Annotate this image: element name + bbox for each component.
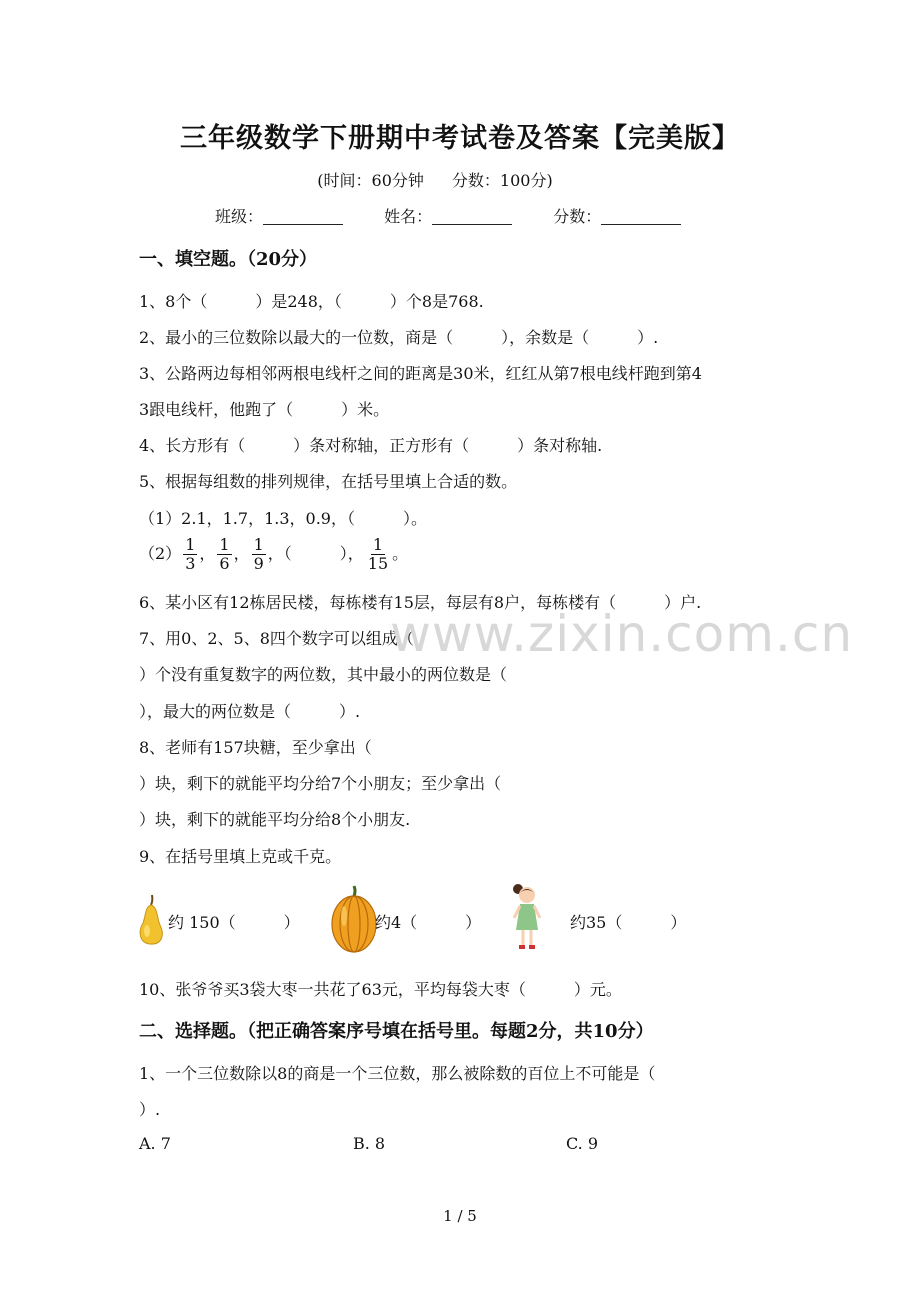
section-heading-choice: 二、选择题。（把正确答案序号填在括号里。每题2分，共10分） — [139, 1021, 654, 1042]
question-1: 1、8个（ ）是248，（ ）个8是768. — [139, 292, 484, 311]
choice-question-1-line-2: ）. — [139, 1100, 161, 1119]
option-b: B. 8 — [353, 1134, 386, 1153]
page-number: 1 / 5 — [443, 1207, 477, 1225]
fraction: $\frac{1}{6}$ — [219, 535, 230, 573]
class-label: 班级： — [215, 207, 264, 226]
q9-item-pumpkin: 约4（ ） — [375, 913, 482, 932]
name-blank[interactable] — [432, 208, 512, 225]
part-2-prefix: （2） — [139, 544, 182, 563]
question-3-line-1: 3、公路两边每相邻两根电线杆之间的距离是30米，红红从第7根电线杆跑到第4 — [139, 364, 702, 383]
question-6: 6、某小区有12栋居民楼，每栋楼有15层，每层有8户，每栋楼有（ ）户. — [139, 593, 702, 612]
question-5-part-2: （2） $\frac{1}{3}$ ， $\frac{1}{6}$ ， $\frac{1}{9}$ ，（ ）， $\frac{1}{15}$ 。 — [139, 535, 409, 573]
option-a: A. 7 — [139, 1134, 171, 1153]
girl-icon — [508, 882, 546, 952]
watermark: www.zixin.com.cn — [390, 605, 854, 663]
q9-item-girl: 约35（ ） — [570, 913, 687, 932]
question-7-line-2: ）个没有重复数字的两位数，其中最小的两位数是（ — [139, 665, 508, 684]
question-7-line-1: 7、用0、2、5、8四个数字可以组成（ — [139, 629, 414, 648]
question-8-line-3: ）块，剩下的就能平均分给8个小朋友. — [139, 810, 411, 829]
fraction: $\frac{1}{3}$ — [185, 535, 196, 573]
question-10: 10、张爷爷买3袋大枣一共花了63元，平均每袋大枣（ ）元。 — [139, 980, 622, 999]
section-heading-fill: 一、填空题。（20分） — [139, 249, 318, 270]
score-text: 分数：100分) — [451, 171, 553, 190]
choice-question-1-line-1: 1、一个三位数除以8的商是一个三位数，那么被除数的百位上不可能是（ — [139, 1064, 656, 1083]
question-8-line-2: ）块，剩下的就能平均分给7个小朋友；至少拿出（ — [139, 774, 502, 793]
answer-blank: ，（ ）， — [267, 544, 364, 563]
time-text: (时间：60分钟 — [317, 171, 424, 190]
fraction: $\frac{1}{15}$ — [367, 535, 389, 573]
question-4: 4、长方形有（ ）条对称轴，正方形有（ ）条对称轴. — [139, 436, 603, 455]
score-label: 分数： — [553, 207, 602, 226]
q9-item-pear: 约 150（ ） — [168, 913, 300, 932]
question-5-part-1: （1）2.1，1.7，1.3，0.9，（ ）。 — [139, 509, 427, 528]
fraction: $\frac{1}{9}$ — [253, 535, 264, 573]
pumpkin-icon — [330, 882, 378, 954]
student-info — [215, 204, 717, 227]
question-8-line-1: 8、老师有157块糖，至少拿出（ — [139, 738, 372, 757]
pear-icon — [136, 893, 166, 947]
question-5: 5、根据每组数的排列规律，在括号里填上合适的数。 — [139, 472, 518, 491]
page-title: 三年级数学下册期中考试卷及答案【完美版】 — [180, 123, 740, 154]
class-blank[interactable] — [263, 208, 343, 225]
name-label: 姓名： — [384, 207, 433, 226]
question-2: 2、最小的三位数除以最大的一位数，商是（ ），余数是（ ）. — [139, 328, 659, 347]
exam-subtitle — [0, 168, 870, 191]
question-3-line-2: 3跟电线杆，他跑了（ ）米。 — [139, 400, 390, 419]
score-blank[interactable] — [601, 208, 681, 225]
question-7-line-3: ），最大的两位数是（ ）. — [139, 702, 361, 721]
question-9: 9、在括号里填上克或千克。 — [139, 847, 342, 866]
option-c: C. 9 — [566, 1134, 599, 1153]
